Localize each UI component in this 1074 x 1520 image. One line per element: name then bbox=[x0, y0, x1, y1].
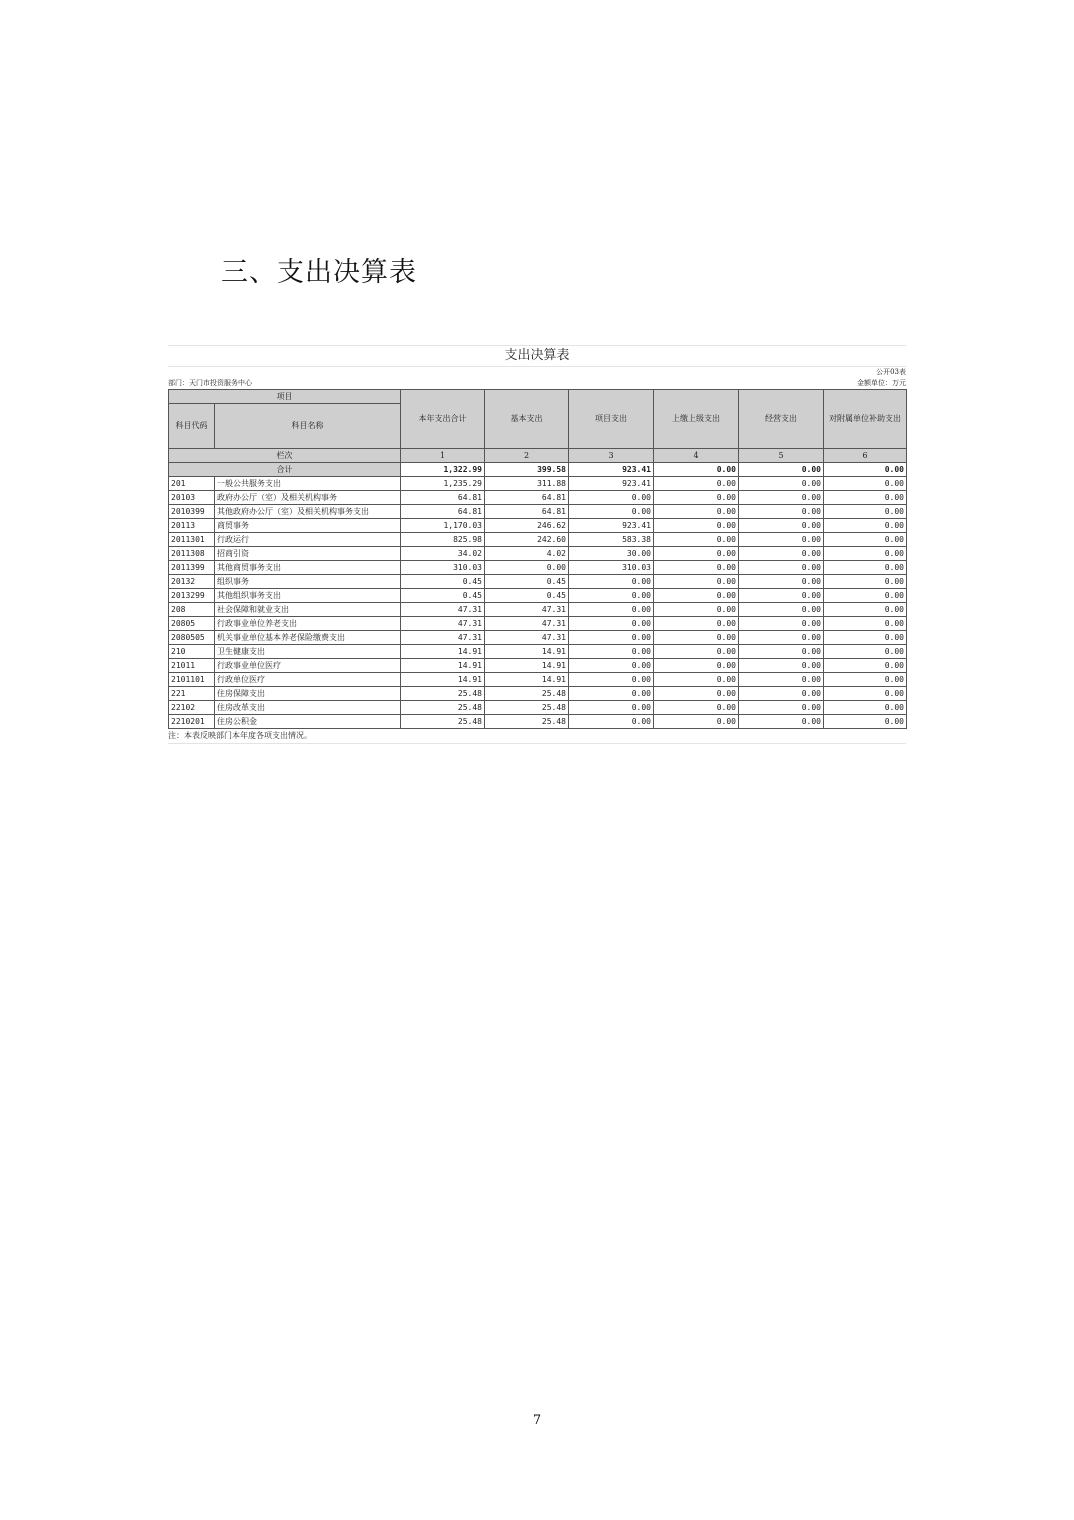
amount-cell: 0.00 bbox=[739, 631, 824, 645]
amount-cell: 310.03 bbox=[569, 561, 654, 575]
table-row bbox=[169, 491, 907, 505]
amount-cell: 310.03 bbox=[401, 561, 485, 575]
amount-cell: 0.00 bbox=[739, 603, 824, 617]
table-row bbox=[169, 547, 907, 561]
amount-cell: 0.00 bbox=[739, 575, 824, 589]
subject-code-cell: 20103 bbox=[169, 491, 215, 505]
amount-cell: 0.00 bbox=[739, 519, 824, 533]
subject-code-cell: 2011308 bbox=[169, 547, 215, 561]
amount-cell: 0.00 bbox=[739, 617, 824, 631]
amount-cell: 0.00 bbox=[824, 715, 907, 729]
amount-cell: 0.00 bbox=[654, 673, 739, 687]
amount-cell: 30.00 bbox=[569, 547, 654, 561]
amount-cell: 0.00 bbox=[824, 673, 907, 687]
table-row bbox=[169, 645, 907, 659]
amount-cell: 0.00 bbox=[739, 715, 824, 729]
subject-name-cell: 其他商贸事务支出 bbox=[215, 561, 401, 575]
department-row bbox=[168, 378, 906, 389]
amount-cell: 0.00 bbox=[824, 533, 907, 547]
subject-name-cell: 住房公积金 bbox=[215, 715, 401, 729]
total-cell: 0.00 bbox=[739, 463, 824, 477]
subject-code-cell: 2011301 bbox=[169, 533, 215, 547]
amount-cell: 0.00 bbox=[654, 519, 739, 533]
amount-cell: 0.00 bbox=[824, 561, 907, 575]
amount-cell: 311.88 bbox=[485, 477, 569, 491]
subject-code-cell: 2013299 bbox=[169, 589, 215, 603]
amount-cell: 0.00 bbox=[739, 547, 824, 561]
column-number: 4 bbox=[654, 449, 739, 463]
amount-cell: 0.00 bbox=[654, 575, 739, 589]
column-number-label: 栏次 bbox=[169, 449, 401, 463]
column-number: 2 bbox=[485, 449, 569, 463]
amount-cell: 0.00 bbox=[739, 589, 824, 603]
sheet-title: 支出决算表 bbox=[168, 345, 906, 367]
table-row bbox=[169, 687, 907, 701]
amount-cell: 0.00 bbox=[654, 603, 739, 617]
subject-code-cell: 20113 bbox=[169, 519, 215, 533]
total-cell: 0.00 bbox=[654, 463, 739, 477]
subject-name-cell: 住房保障支出 bbox=[215, 687, 401, 701]
amount-cell: 0.00 bbox=[739, 701, 824, 715]
table-row bbox=[169, 701, 907, 715]
header-name: 科目名称 bbox=[215, 404, 401, 449]
subject-code-cell: 20132 bbox=[169, 575, 215, 589]
amount-cell: 0.00 bbox=[824, 603, 907, 617]
amount-cell: 246.62 bbox=[485, 519, 569, 533]
subject-name-cell: 社会保障和就业支出 bbox=[215, 603, 401, 617]
header-col-1: 本年支出合计 bbox=[401, 390, 485, 449]
subject-code-cell: 2080505 bbox=[169, 631, 215, 645]
subject-name-cell: 政府办公厅（室）及相关机构事务 bbox=[215, 491, 401, 505]
table-footnote: 注：本表反映部门本年度各项支出情况。 bbox=[168, 729, 906, 744]
amount-cell: 0.00 bbox=[824, 589, 907, 603]
total-cell: 399.58 bbox=[485, 463, 569, 477]
subject-name-cell: 招商引资 bbox=[215, 547, 401, 561]
amount-cell: 0.00 bbox=[569, 659, 654, 673]
subject-code-cell: 2010399 bbox=[169, 505, 215, 519]
subject-code-cell: 20805 bbox=[169, 617, 215, 631]
amount-cell: 583.38 bbox=[569, 533, 654, 547]
page-number: 7 bbox=[532, 1413, 542, 1428]
amount-cell: 0.00 bbox=[824, 491, 907, 505]
amount-cell: 64.81 bbox=[401, 491, 485, 505]
amount-cell: 4.02 bbox=[485, 547, 569, 561]
amount-cell: 0.45 bbox=[401, 589, 485, 603]
amount-cell: 0.00 bbox=[824, 617, 907, 631]
amount-cell: 0.00 bbox=[654, 491, 739, 505]
table-row bbox=[169, 659, 907, 673]
amount-cell: 0.00 bbox=[485, 561, 569, 575]
amount-cell: 47.31 bbox=[485, 603, 569, 617]
amount-cell: 25.48 bbox=[401, 715, 485, 729]
table-row bbox=[169, 575, 907, 589]
subject-name-cell: 卫生健康支出 bbox=[215, 645, 401, 659]
amount-cell: 1,235.29 bbox=[401, 477, 485, 491]
section-heading: 三、支出决算表 bbox=[221, 257, 417, 288]
amount-cell: 64.81 bbox=[401, 505, 485, 519]
amount-cell: 1,170.03 bbox=[401, 519, 485, 533]
amount-cell: 0.00 bbox=[824, 631, 907, 645]
amount-cell: 0.00 bbox=[654, 715, 739, 729]
amount-cell: 0.00 bbox=[654, 617, 739, 631]
amount-cell: 14.91 bbox=[485, 659, 569, 673]
header-col-3: 项目支出 bbox=[569, 390, 654, 449]
amount-cell: 0.00 bbox=[654, 631, 739, 645]
amount-cell: 0.00 bbox=[824, 519, 907, 533]
amount-cell: 0.00 bbox=[569, 715, 654, 729]
amount-cell: 0.00 bbox=[569, 645, 654, 659]
amount-cell: 25.48 bbox=[485, 701, 569, 715]
column-number: 1 bbox=[401, 449, 485, 463]
amount-cell: 0.00 bbox=[654, 701, 739, 715]
amount-cell: 47.31 bbox=[485, 617, 569, 631]
expenditure-table bbox=[168, 389, 907, 729]
subject-name-cell: 其他组织事务支出 bbox=[215, 589, 401, 603]
amount-cell: 0.00 bbox=[824, 645, 907, 659]
header-col-4: 上缴上级支出 bbox=[654, 390, 739, 449]
subject-name-cell: 行政事业单位医疗 bbox=[215, 659, 401, 673]
total-row bbox=[169, 463, 907, 477]
amount-cell: 0.00 bbox=[654, 477, 739, 491]
subject-name-cell: 一般公共服务支出 bbox=[215, 477, 401, 491]
amount-cell: 25.48 bbox=[485, 687, 569, 701]
amount-cell: 14.91 bbox=[401, 673, 485, 687]
amount-cell: 0.00 bbox=[654, 505, 739, 519]
table-row bbox=[169, 715, 907, 729]
amount-cell: 0.00 bbox=[824, 659, 907, 673]
table-row bbox=[169, 603, 907, 617]
amount-cell: 0.00 bbox=[569, 617, 654, 631]
amount-cell: 0.00 bbox=[654, 659, 739, 673]
amount-cell: 64.81 bbox=[485, 491, 569, 505]
amount-cell: 0.00 bbox=[739, 687, 824, 701]
amount-cell: 0.00 bbox=[569, 701, 654, 715]
total-cell: 0.00 bbox=[824, 463, 907, 477]
table-row bbox=[169, 505, 907, 519]
subject-code-cell: 221 bbox=[169, 687, 215, 701]
subject-code-cell: 22102 bbox=[169, 701, 215, 715]
subject-code-cell: 21011 bbox=[169, 659, 215, 673]
amount-cell: 25.48 bbox=[401, 687, 485, 701]
column-number: 3 bbox=[569, 449, 654, 463]
table-row bbox=[169, 589, 907, 603]
amount-cell: 0.00 bbox=[824, 547, 907, 561]
amount-cell: 14.91 bbox=[485, 645, 569, 659]
amount-cell: 0.00 bbox=[569, 505, 654, 519]
amount-cell: 0.00 bbox=[739, 561, 824, 575]
unit-label: 金额单位：万元 bbox=[857, 379, 906, 387]
amount-cell: 0.00 bbox=[824, 477, 907, 491]
amount-cell: 0.00 bbox=[569, 589, 654, 603]
amount-cell: 14.91 bbox=[401, 659, 485, 673]
header-col-6: 对附属单位补助支出 bbox=[824, 390, 907, 449]
form-number-row bbox=[168, 367, 906, 378]
amount-cell: 0.00 bbox=[824, 575, 907, 589]
table-row bbox=[169, 519, 907, 533]
amount-cell: 47.31 bbox=[485, 631, 569, 645]
amount-cell: 0.45 bbox=[401, 575, 485, 589]
table-row bbox=[169, 561, 907, 575]
subject-code-cell: 201 bbox=[169, 477, 215, 491]
amount-cell: 64.81 bbox=[485, 505, 569, 519]
header-group: 项目 bbox=[169, 390, 401, 404]
amount-cell: 47.31 bbox=[401, 603, 485, 617]
amount-cell: 0.00 bbox=[654, 561, 739, 575]
header-code: 科目代码 bbox=[169, 404, 215, 449]
subject-name-cell: 组织事务 bbox=[215, 575, 401, 589]
form-number: 公开03表 bbox=[876, 368, 906, 376]
amount-cell: 0.00 bbox=[569, 673, 654, 687]
subject-code-cell: 2210201 bbox=[169, 715, 215, 729]
subject-code-cell: 208 bbox=[169, 603, 215, 617]
amount-cell: 0.00 bbox=[654, 589, 739, 603]
amount-cell: 0.00 bbox=[824, 505, 907, 519]
amount-cell: 0.00 bbox=[654, 645, 739, 659]
amount-cell: 0.00 bbox=[739, 477, 824, 491]
amount-cell: 0.00 bbox=[654, 687, 739, 701]
table-row bbox=[169, 477, 907, 491]
amount-cell: 0.00 bbox=[569, 631, 654, 645]
amount-cell: 242.60 bbox=[485, 533, 569, 547]
amount-cell: 0.00 bbox=[569, 687, 654, 701]
amount-cell: 14.91 bbox=[401, 645, 485, 659]
amount-cell: 0.45 bbox=[485, 575, 569, 589]
table-row bbox=[169, 673, 907, 687]
amount-cell: 0.00 bbox=[739, 659, 824, 673]
amount-cell: 25.48 bbox=[401, 701, 485, 715]
amount-cell: 14.91 bbox=[485, 673, 569, 687]
amount-cell: 923.41 bbox=[569, 519, 654, 533]
amount-cell: 0.00 bbox=[654, 533, 739, 547]
amount-cell: 825.98 bbox=[401, 533, 485, 547]
amount-cell: 0.00 bbox=[569, 603, 654, 617]
amount-cell: 0.00 bbox=[739, 673, 824, 687]
header-col-5: 经营支出 bbox=[739, 390, 824, 449]
table-row bbox=[169, 533, 907, 547]
subject-name-cell: 住房改革支出 bbox=[215, 701, 401, 715]
table-body bbox=[169, 463, 907, 729]
amount-cell: 0.00 bbox=[739, 533, 824, 547]
amount-cell: 0.00 bbox=[739, 491, 824, 505]
amount-cell: 47.31 bbox=[401, 617, 485, 631]
amount-cell: 0.00 bbox=[739, 505, 824, 519]
expenditure-sheet bbox=[168, 345, 906, 744]
amount-cell: 0.00 bbox=[739, 645, 824, 659]
table-row bbox=[169, 617, 907, 631]
amount-cell: 0.00 bbox=[824, 687, 907, 701]
column-number: 6 bbox=[824, 449, 907, 463]
subject-name-cell: 商贸事务 bbox=[215, 519, 401, 533]
subject-code-cell: 2011399 bbox=[169, 561, 215, 575]
amount-cell: 0.00 bbox=[569, 491, 654, 505]
subject-name-cell: 机关事业单位基本养老保险缴费支出 bbox=[215, 631, 401, 645]
subject-code-cell: 2101101 bbox=[169, 673, 215, 687]
amount-cell: 25.48 bbox=[485, 715, 569, 729]
subject-name-cell: 其他政府办公厅（室）及相关机构事务支出 bbox=[215, 505, 401, 519]
subject-name-cell: 行政运行 bbox=[215, 533, 401, 547]
column-number: 5 bbox=[739, 449, 824, 463]
total-label: 合计 bbox=[169, 463, 401, 477]
amount-cell: 0.45 bbox=[485, 589, 569, 603]
department-label: 部门：天门市投资服务中心 bbox=[168, 379, 252, 387]
amount-cell: 0.00 bbox=[824, 701, 907, 715]
amount-cell: 0.00 bbox=[569, 575, 654, 589]
header-col-2: 基本支出 bbox=[485, 390, 569, 449]
amount-cell: 0.00 bbox=[654, 547, 739, 561]
subject-name-cell: 行政事业单位养老支出 bbox=[215, 617, 401, 631]
subject-code-cell: 210 bbox=[169, 645, 215, 659]
subject-name-cell: 行政单位医疗 bbox=[215, 673, 401, 687]
total-cell: 1,322.99 bbox=[401, 463, 485, 477]
total-cell: 923.41 bbox=[569, 463, 654, 477]
amount-cell: 47.31 bbox=[401, 631, 485, 645]
table-row bbox=[169, 631, 907, 645]
amount-cell: 923.41 bbox=[569, 477, 654, 491]
amount-cell: 34.02 bbox=[401, 547, 485, 561]
